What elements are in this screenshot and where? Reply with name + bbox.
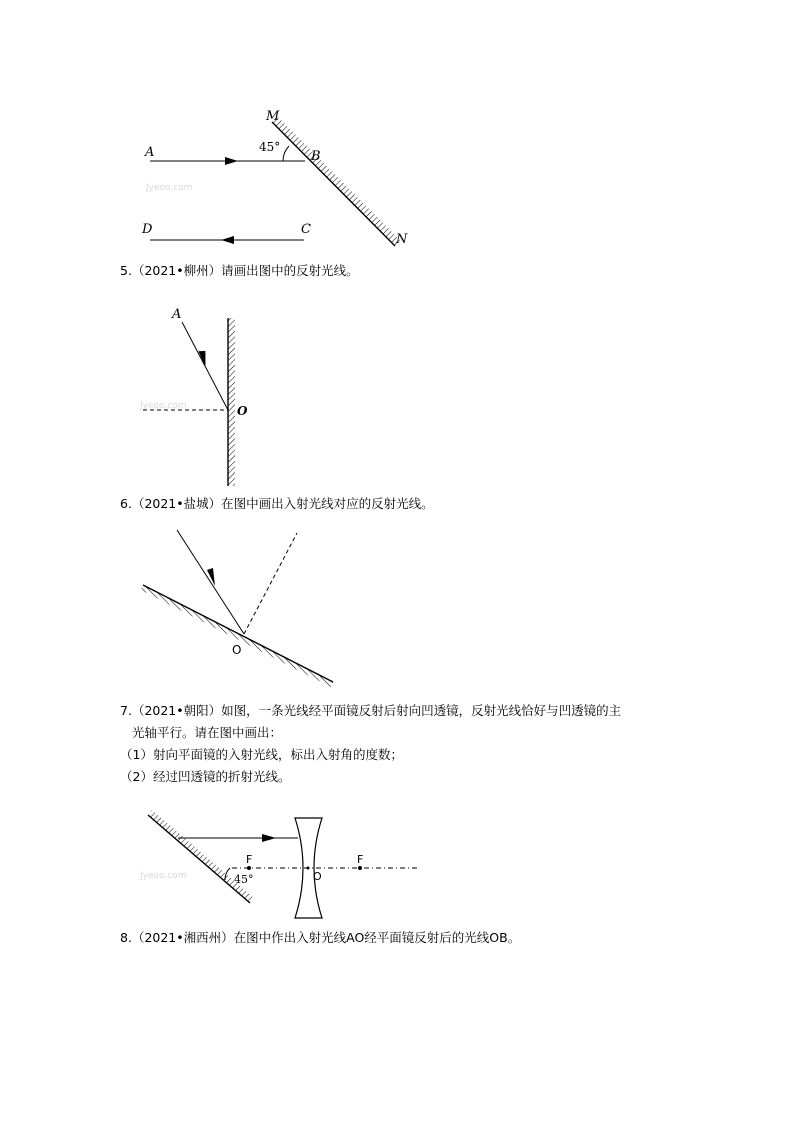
- question-6: [120, 493, 434, 515]
- label-a: A: [145, 145, 155, 160]
- question-source: （2021•湘西州）: [131, 930, 234, 945]
- arrow-cd: [221, 236, 234, 244]
- label-n: N: [396, 232, 408, 247]
- plane-mirror: [143, 585, 333, 682]
- label-angle-45: 45°: [234, 873, 254, 886]
- question-source: （2021•盐城）: [131, 496, 222, 511]
- incident-ray-ao: [182, 322, 228, 410]
- label-a: A: [172, 307, 182, 322]
- label-d: D: [142, 222, 153, 237]
- optical-center: [307, 867, 310, 870]
- figure-mirror-concave-lens: [139, 810, 418, 918]
- mirror-hatch: [148, 810, 254, 903]
- question-7: [120, 700, 621, 788]
- label-f-right: F: [357, 853, 364, 866]
- label-o: O: [232, 643, 242, 657]
- watermark: Jyeoo.com: [146, 183, 193, 193]
- figure-mirror-mn: [141, 109, 408, 247]
- label-b: B: [311, 149, 321, 164]
- question-number: 6.: [120, 496, 132, 511]
- question-text-line-2: 光轴平行。请在图中画出：: [132, 725, 283, 740]
- question-item-1: （1）射向平面镜的入射光线，标出入射角的度数；: [120, 747, 403, 762]
- question-text: 在图中作出入射光线AO经平面镜反射后的光线OB。: [233, 930, 521, 945]
- question-8: [120, 927, 520, 949]
- focal-point-left: [247, 866, 251, 870]
- label-o: O: [237, 404, 248, 418]
- plane-mirror: [148, 815, 253, 903]
- angle-arc: [283, 146, 289, 161]
- question-text-line-1: 如图，一条光线经平面镜反射后射向凹透镜，反射光线恰好与凹透镜的主: [221, 703, 622, 718]
- question-number: 7.: [120, 703, 132, 718]
- arrow-ao: [198, 351, 206, 367]
- arrow-reflected: [262, 834, 276, 842]
- watermark: Jyeoo.com: [140, 871, 187, 881]
- question-item-2: （2）经过凹透镜的折射光线。: [120, 769, 291, 784]
- mirror-hatch: [141, 585, 333, 687]
- question-5: [120, 260, 359, 282]
- arrow-ab: [225, 157, 238, 165]
- question-number: 5.: [120, 263, 132, 278]
- question-source: （2021•柳州）: [131, 263, 222, 278]
- question-source: （2021•朝阳）: [131, 703, 222, 718]
- mirror-hatch: [272, 116, 400, 246]
- label-m: M: [266, 109, 280, 124]
- label-c: C: [301, 222, 311, 237]
- question-text: 在图中画出入射光线对应的反射光线。: [221, 496, 434, 511]
- figure-vertical-mirror: [139, 307, 248, 486]
- figure-inclined-mirror: [141, 530, 333, 687]
- normal-line: [244, 533, 297, 634]
- focal-point-right: [358, 866, 362, 870]
- mirror-hatch: [228, 318, 235, 486]
- incident-ray: [177, 530, 244, 634]
- watermark: Jyeoo.com: [140, 401, 187, 411]
- label-f-left: F: [246, 853, 253, 866]
- question-number: 8.: [120, 930, 132, 945]
- label-o: O: [313, 870, 322, 883]
- plane-mirror: [272, 122, 395, 246]
- question-text: 请画出图中的反射光线。: [221, 263, 359, 278]
- label-angle-45: 45°: [259, 140, 281, 154]
